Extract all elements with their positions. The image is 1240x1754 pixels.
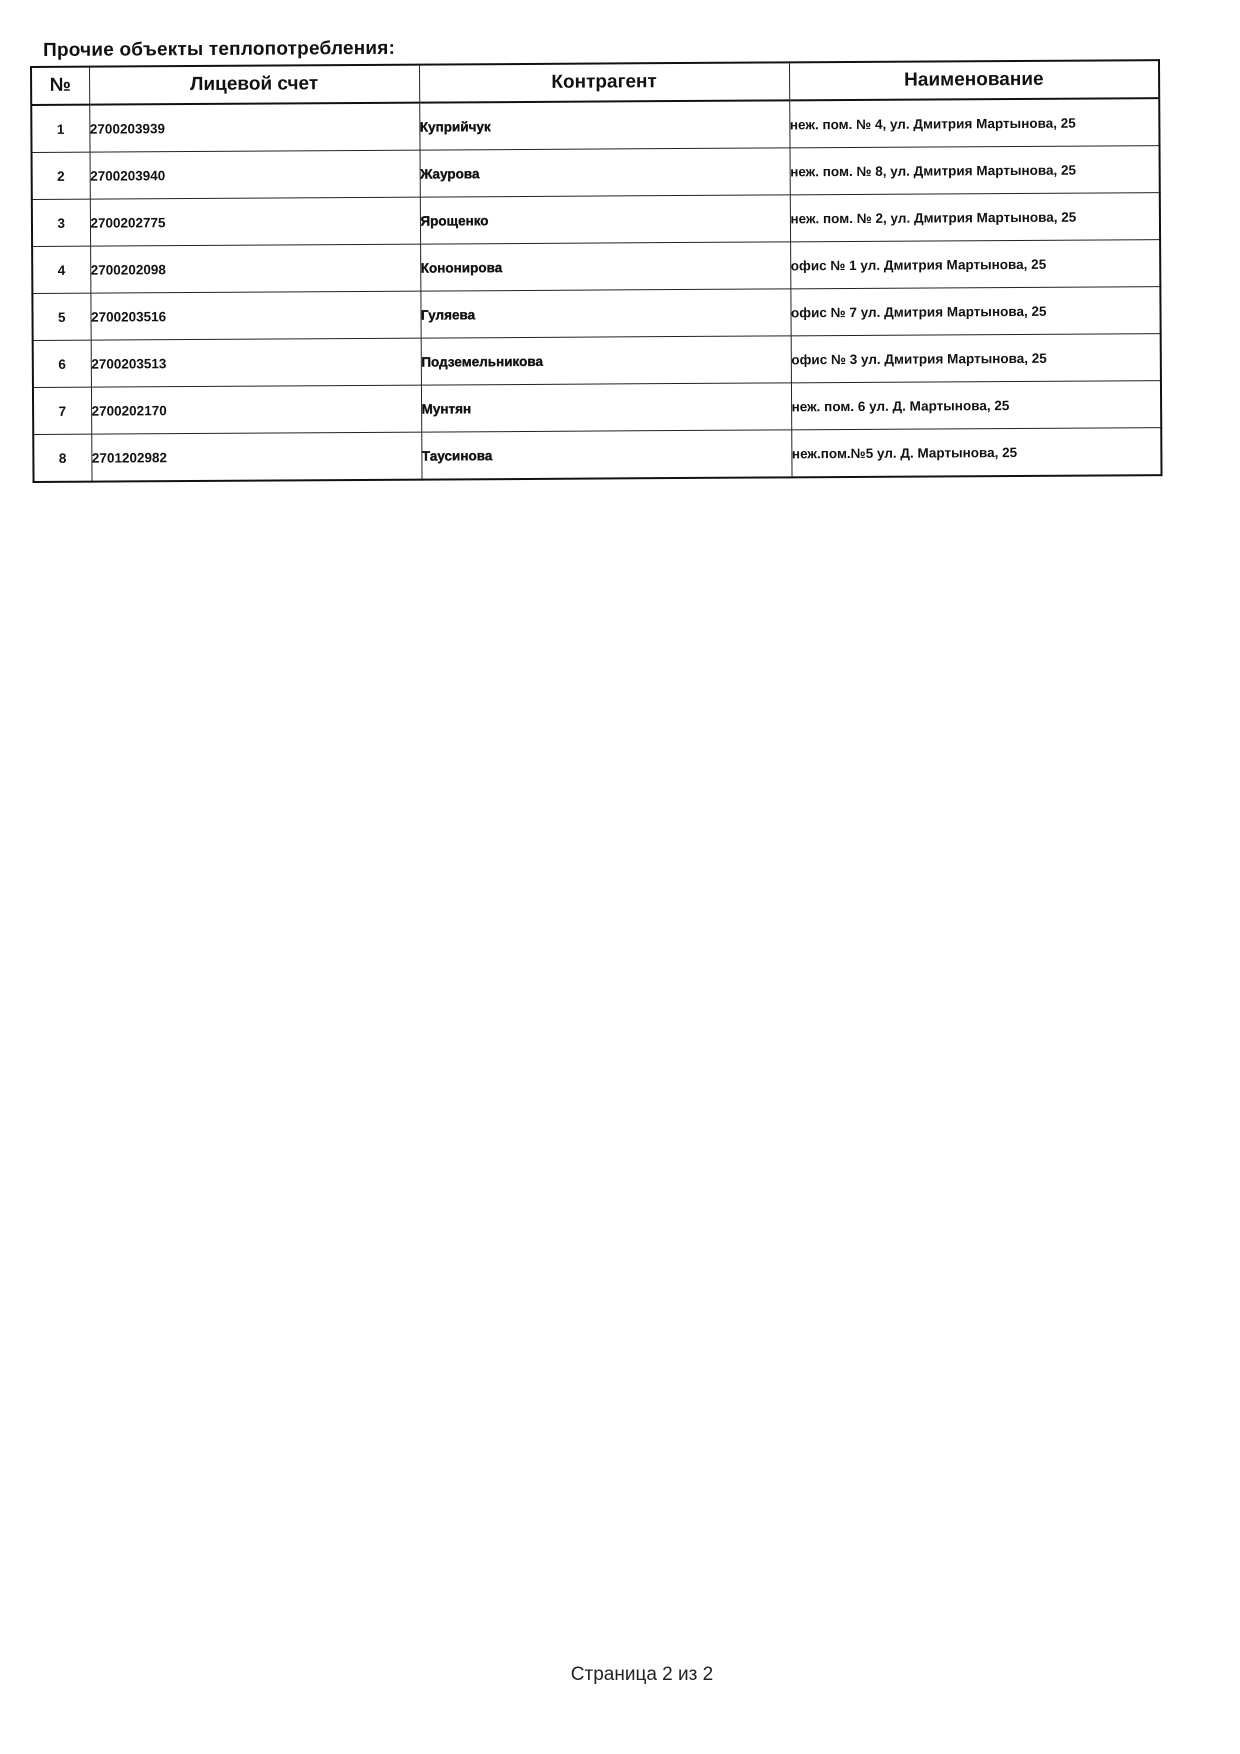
row-num: 5 bbox=[32, 293, 90, 340]
page-footer bbox=[0, 1664, 1240, 1686]
row-account: 2700202775 bbox=[90, 197, 420, 246]
row-counterparty: Ярощенко bbox=[420, 195, 790, 244]
row-counterparty: Мунтян bbox=[421, 383, 791, 432]
table-row bbox=[32, 193, 1160, 247]
row-num: 6 bbox=[33, 340, 91, 387]
page-number: Страница 2 из 2 bbox=[570, 1664, 714, 1685]
document-title: Прочие объекты теплопотребления: bbox=[43, 37, 396, 61]
table-row bbox=[33, 428, 1161, 482]
row-object-name: неж.пом.№5 ул. Д. Мартынова, 25 bbox=[791, 428, 1161, 478]
row-counterparty: Подземельникова bbox=[421, 336, 791, 385]
row-account: 2700202170 bbox=[91, 385, 421, 434]
row-counterparty: Гуляева bbox=[420, 289, 790, 338]
table-row bbox=[32, 240, 1160, 294]
row-account: 2700203516 bbox=[90, 291, 420, 340]
table-row bbox=[31, 98, 1159, 152]
header-counterparty: Контрагент bbox=[419, 62, 789, 102]
row-account: 2700203939 bbox=[89, 103, 419, 153]
row-account: 2700202098 bbox=[90, 244, 420, 293]
row-account: 2700203940 bbox=[90, 150, 420, 199]
row-num: 8 bbox=[33, 434, 91, 482]
row-num: 1 bbox=[31, 105, 89, 153]
row-counterparty: Кононирова bbox=[420, 242, 790, 291]
row-num: 4 bbox=[32, 246, 90, 293]
header-num: № bbox=[31, 67, 89, 105]
table-row bbox=[33, 334, 1161, 388]
table-row bbox=[32, 287, 1160, 341]
row-counterparty: Куприйчук bbox=[419, 100, 789, 150]
row-num: 3 bbox=[32, 199, 90, 246]
table-row bbox=[33, 381, 1161, 435]
row-account: 2700203513 bbox=[91, 338, 421, 387]
row-counterparty: Таусинова bbox=[421, 430, 791, 480]
row-num: 2 bbox=[32, 152, 90, 199]
row-account: 2701202982 bbox=[91, 432, 421, 482]
row-object-name: офис № 7 ул. Дмитрия Мартынова, 25 bbox=[790, 287, 1160, 336]
objects-table-wrapper bbox=[30, 59, 1163, 483]
row-object-name: неж. пом. № 4, ул. Дмитрия Мартынова, 25 bbox=[789, 98, 1159, 148]
row-object-name: неж. пом. № 2, ул. Дмитрия Мартынова, 25 bbox=[790, 193, 1160, 242]
row-object-name: офис № 3 ул. Дмитрия Мартынова, 25 bbox=[791, 334, 1161, 383]
row-object-name: неж. пом. № 8, ул. Дмитрия Мартынова, 25 bbox=[790, 146, 1160, 195]
table-row bbox=[32, 146, 1160, 200]
row-object-name: офис № 1 ул. Дмитрия Мартынова, 25 bbox=[790, 240, 1160, 289]
row-counterparty: Жаурова bbox=[420, 148, 790, 197]
objects-table bbox=[30, 59, 1163, 483]
header-account: Лицевой счет bbox=[89, 65, 419, 105]
header-name: Наименование bbox=[789, 60, 1159, 100]
row-num: 7 bbox=[33, 387, 91, 434]
row-object-name: неж. пом. 6 ул. Д. Мартынова, 25 bbox=[791, 381, 1161, 430]
